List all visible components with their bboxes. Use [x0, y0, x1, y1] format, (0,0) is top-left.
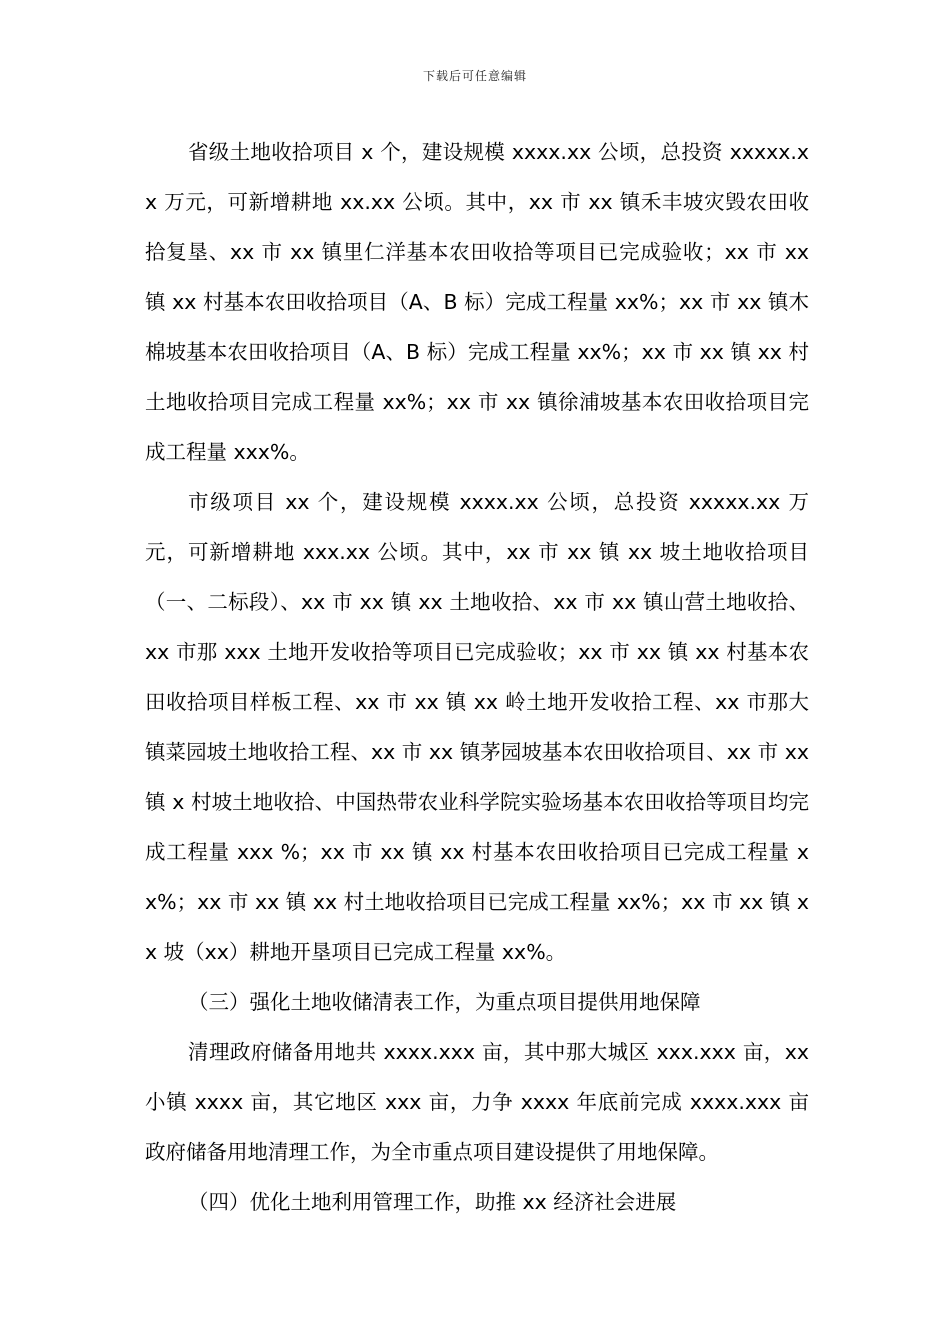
- header-note: 下载后可任意编辑: [422, 69, 527, 83]
- section-heading-land-reserve: （三）强化土地收储清表工作，为重点项目提供用地保障: [188, 990, 701, 1014]
- document-body: [145, 127, 809, 1227]
- paragraph-municipal-projects: 市级项目 xx 个，建设规模 xxxx.xx 公顷，总投资 xxxxx.xx 万元，可新增耕地 xxx.xx 公顷。其中，xx 市 xx 镇 xx 坡土地收拾项目（一、二标段）、xx 市 xx 镇 xx 土地收拾、xx 市 xx 镇山营土地收拾、xx 市那 xxx 土地开发收拾等项目已完成验收；xx 市 xx 镇 xx 村基本农田收拾项目样板工程、xx 市 xx 镇 xx 岭土地开发收拾工程、xx 市那大镇菜园坡土地收拾工程、xx 市 xx 镇茅园坡基本农田收拾项目、xx 市 xx 镇 x 村坡土地收拾、中国热带农业科学院实验场基本农田收拾等项目均完成工程量 xxx %；xx 市 xx 镇 xx 村基本农田收拾项目已完成工程量 xx%；xx 市 xx 镇 xx 村土地收拾项目已完成工程量 xx%；xx 市 xx 镇 xx 坡（xx）耕地开垦项目已完成工程量 xx%。: [145, 490, 809, 964]
- paragraph-provincial-projects: 省级土地收拾项目 x 个，建设规模 xxxx.xx 公顷，总投资 xxxxx.xx 万元，可新增耕地 xx.xx 公顷。其中，xx 市 xx 镇禾丰坡灾毁农田收拾复垦、xx 市 xx 镇里仁洋基本农田收拾等项目已完成验收；xx 市 xx 镇 xx 村基本农田收拾项目（A、B 标）完成工程量 xx%；xx 市 xx 镇木棉坡基本农田收拾项目（A、B 标）完成工程量 xx%；xx 市 xx 镇 xx 村土地收拾项目完成工程量 xx%；xx 市 xx 镇徐浦坡基本农田收拾项目完成工程量 xxx%。: [145, 140, 809, 464]
- section-heading-land-use: （四）优化土地利用管理工作，助推 xx 经济社会进展: [188, 1190, 677, 1214]
- paragraph-land-reserve: 清理政府储备用地共 xxxx.xxx 亩，其中那大城区 xxx.xxx 亩，xx 小镇 xxxx 亩，其它地区 xxx 亩，力争 xxxx 年底前完成 xxxx.xxx 亩政府储备用地清理工作，为全市重点项目建设提供了用地保障。: [145, 1040, 809, 1164]
